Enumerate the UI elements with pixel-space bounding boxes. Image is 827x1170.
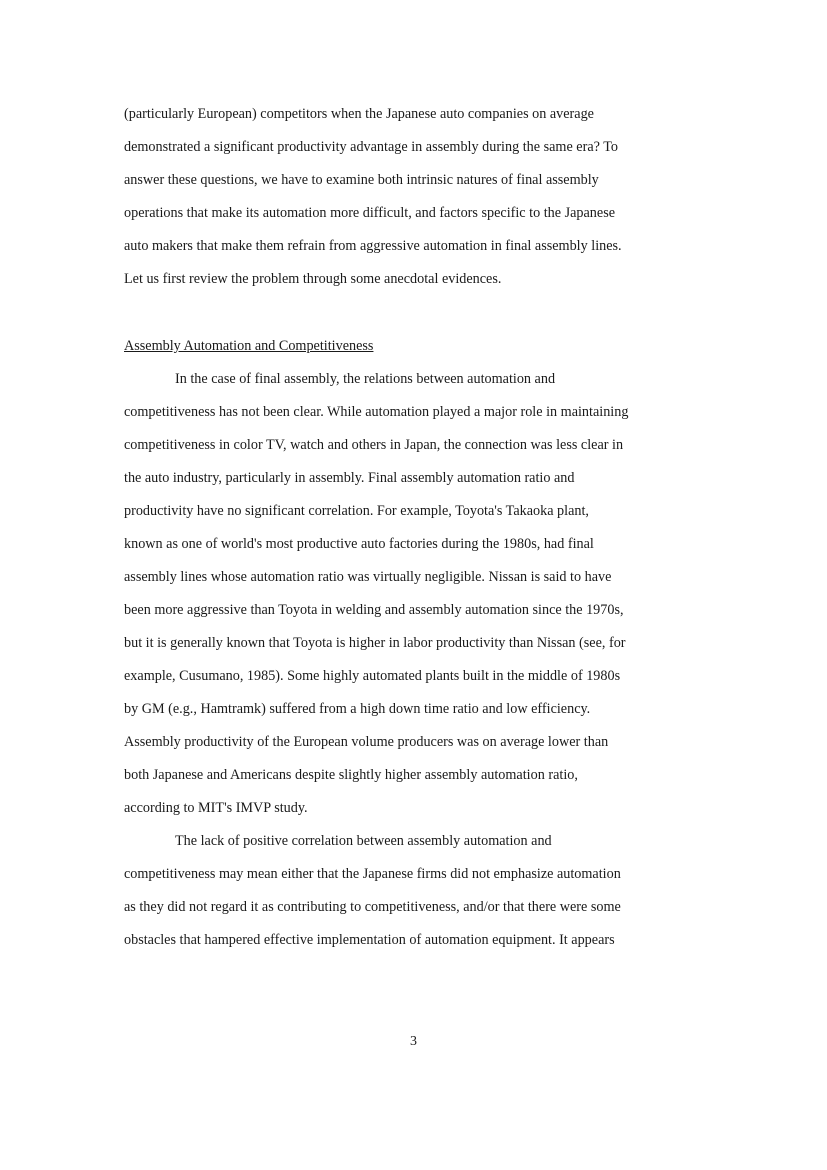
paragraph-intro-continuation xyxy=(124,98,724,296)
paragraph-line: (particularly European) competitors when the Japanese auto companies on average xyxy=(124,106,594,122)
section-heading: Assembly Automation and Competitiveness xyxy=(124,338,374,354)
paragraph-automation-competitiveness xyxy=(124,363,724,957)
paragraph-line: productivity have no significant correlation. For example, Toyota's Takaoka plant, xyxy=(124,503,589,519)
paragraph-line: competitiveness in color TV, watch and others in Japan, the connection was less clear in xyxy=(124,437,624,453)
paragraph-line: competitiveness has not been clear. While automation played a major role in maintaining xyxy=(124,404,629,420)
paragraph-line: competitiveness may mean either that the Japanese firms did not emphasize automation xyxy=(124,866,621,882)
paragraph-line: operations that make its automation more difficult, and factors specific to the Japanese xyxy=(124,205,616,221)
paragraph-line: Let us first review the problem through some anecdotal evidences. xyxy=(124,271,502,287)
paragraph-line: but it is generally known that Toyota is higher in labor productivity than Nissan (see, for xyxy=(124,635,626,651)
paragraph-line: Assembly productivity of the European volume producers was on average lower than xyxy=(124,734,609,750)
paragraph-line: assembly lines whose automation ratio was virtually negligible. Nissan is said to have xyxy=(124,569,612,585)
paragraph-line: The lack of positive correlation between assembly automation and xyxy=(175,833,552,849)
page-number: 3 xyxy=(410,1034,417,1049)
paragraph-line: In the case of final assembly, the relations between automation and xyxy=(175,371,556,387)
paragraph-line: both Japanese and Americans despite slightly higher assembly automation ratio, xyxy=(124,767,578,783)
paragraph-line: obstacles that hampered effective implementation of automation equipment. It appears xyxy=(124,932,615,948)
paragraph-line: answer these questions, we have to examine both intrinsic natures of final assembly xyxy=(124,172,599,188)
paragraph-line: according to MIT's IMVP study. xyxy=(124,800,308,816)
paragraph-line: demonstrated a significant productivity advantage in assembly during the same era? To xyxy=(124,139,618,155)
paragraph-line: by GM (e.g., Hamtramk) suffered from a high down time ratio and low efficiency. xyxy=(124,701,591,717)
paragraph-line: example, Cusumano, 1985). Some highly automated plants built in the middle of 1980s xyxy=(124,668,621,684)
paragraph-line: auto makers that make them refrain from aggressive automation in final assembly lines. xyxy=(124,238,622,254)
paragraph-line: as they did not regard it as contributing to competitiveness, and/or that there were some xyxy=(124,899,621,915)
paragraph-line: the auto industry, particularly in assembly. Final assembly automation ratio and xyxy=(124,470,575,486)
paragraph-line: known as one of world's most productive auto factories during the 1980s, had final xyxy=(124,536,594,552)
paragraph-line: been more aggressive than Toyota in welding and assembly automation since the 1970s, xyxy=(124,602,624,618)
